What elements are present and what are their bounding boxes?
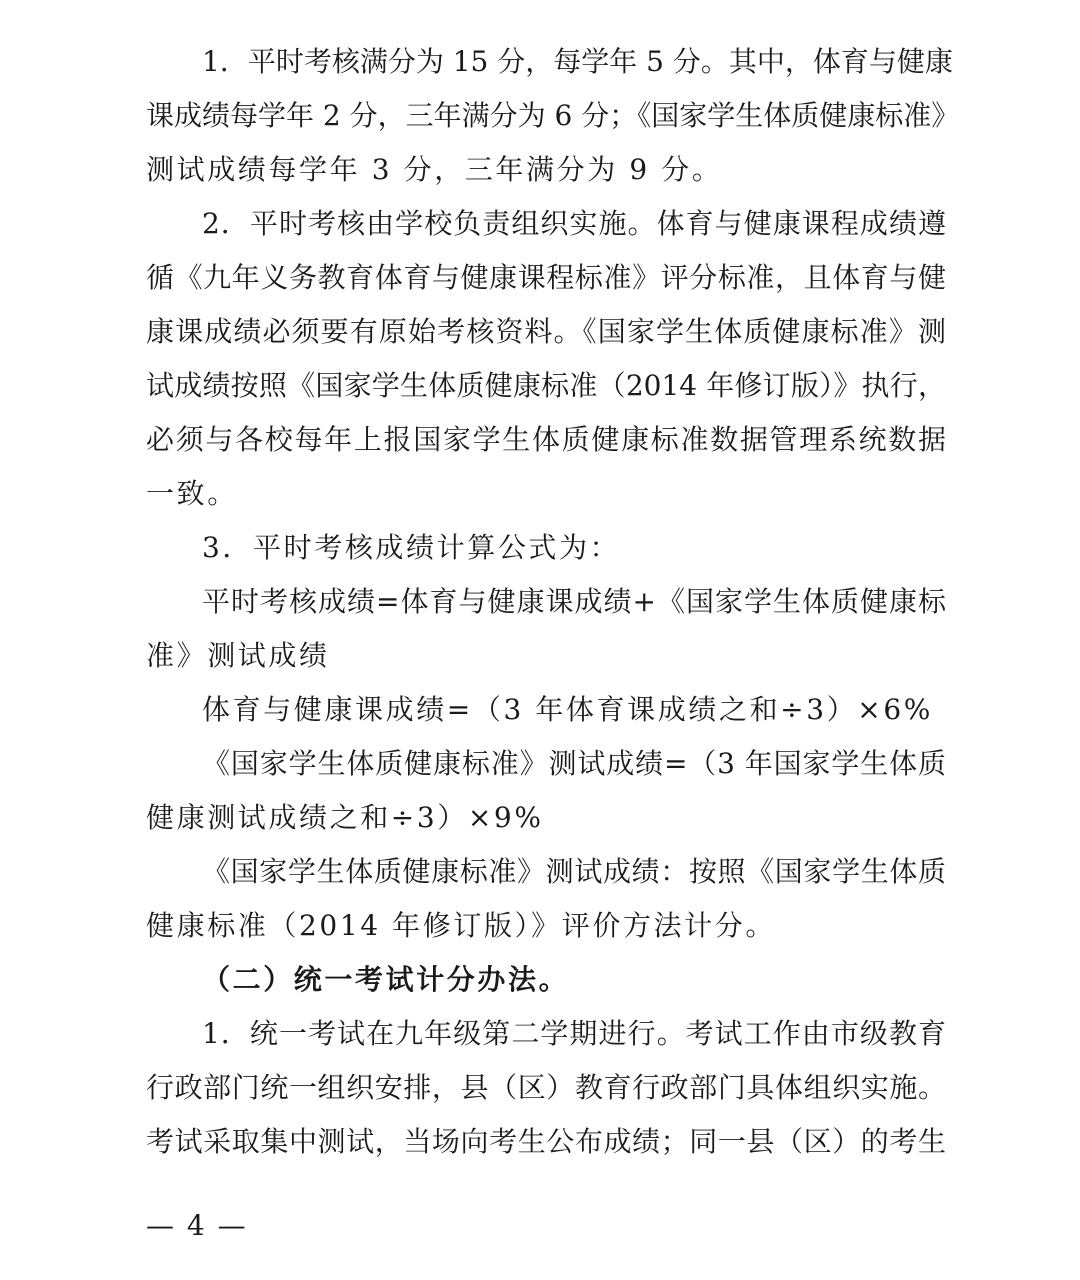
paragraph-4-line-2: 行政部门统一组织安排，县（区）教育行政部门具体组织实施。: [146, 1071, 946, 1104]
paragraph-1-line-1: 1．平时考核满分为 15 分，每学年 5 分。其中，体育与健康: [202, 45, 953, 78]
paragraph-2-line-6: 一致。: [146, 477, 238, 510]
paragraph-2-line-3: 康课成绩必须要有原始考核资料。《国家学生体质健康标准》测: [146, 315, 946, 348]
formula-3-line-1: 《国家学生体质健康标准》测试成绩=（3 年国家学生体质: [202, 747, 946, 780]
formula-1-line-1: 平时考核成绩=体育与健康课成绩+《国家学生体质健康标: [202, 585, 946, 618]
scoring-note-line-2: 健康标准（2014 年修订版）》评价方法计分。: [146, 909, 776, 942]
scoring-note-line-1: 《国家学生体质健康标准》测试成绩：按照《国家学生体质: [202, 855, 946, 888]
paragraph-2-line-2: 循《九年义务教育体育与健康课程标准》评分标准，且体育与健: [146, 261, 946, 294]
formula-3-line-2: 健康测试成绩之和÷3）×9%: [146, 801, 544, 834]
paragraph-3-line-1: 3．平时考核成绩计算公式为：: [202, 531, 621, 564]
paragraph-1-line-2: 课成绩每学年 2 分，三年满分为 6 分；《国家学生体质健康标准》: [146, 99, 960, 132]
paragraph-1-line-3: 测试成绩每学年 3 分，三年满分为 9 分。: [146, 153, 723, 186]
paragraph-4-line-1: 1．统一考试在九年级第二学期进行。考试工作由市级教育: [202, 1017, 946, 1050]
formula-2: 体育与健康课成绩=（3 年体育课成绩之和÷3）×6%: [202, 693, 933, 726]
page-number: — 4 —: [146, 1209, 248, 1242]
paragraph-2-line-1: 2．平时考核由学校负责组织实施。体育与健康课程成绩遵: [202, 207, 946, 240]
paragraph-4-line-3: 考试采取集中测试，当场向考生公布成绩；同一县（区）的考生: [146, 1125, 946, 1158]
paragraph-2-line-4: 试成绩按照《国家学生体质健康标准（2014 年修订版）》执行，: [146, 369, 946, 402]
section-heading: （二）统一考试计分办法。: [202, 963, 570, 996]
formula-1-line-2: 准》测试成绩: [146, 639, 330, 672]
paragraph-2-line-5: 必须与各校每年上报国家学生体质健康标准数据管理系统数据: [146, 423, 946, 456]
